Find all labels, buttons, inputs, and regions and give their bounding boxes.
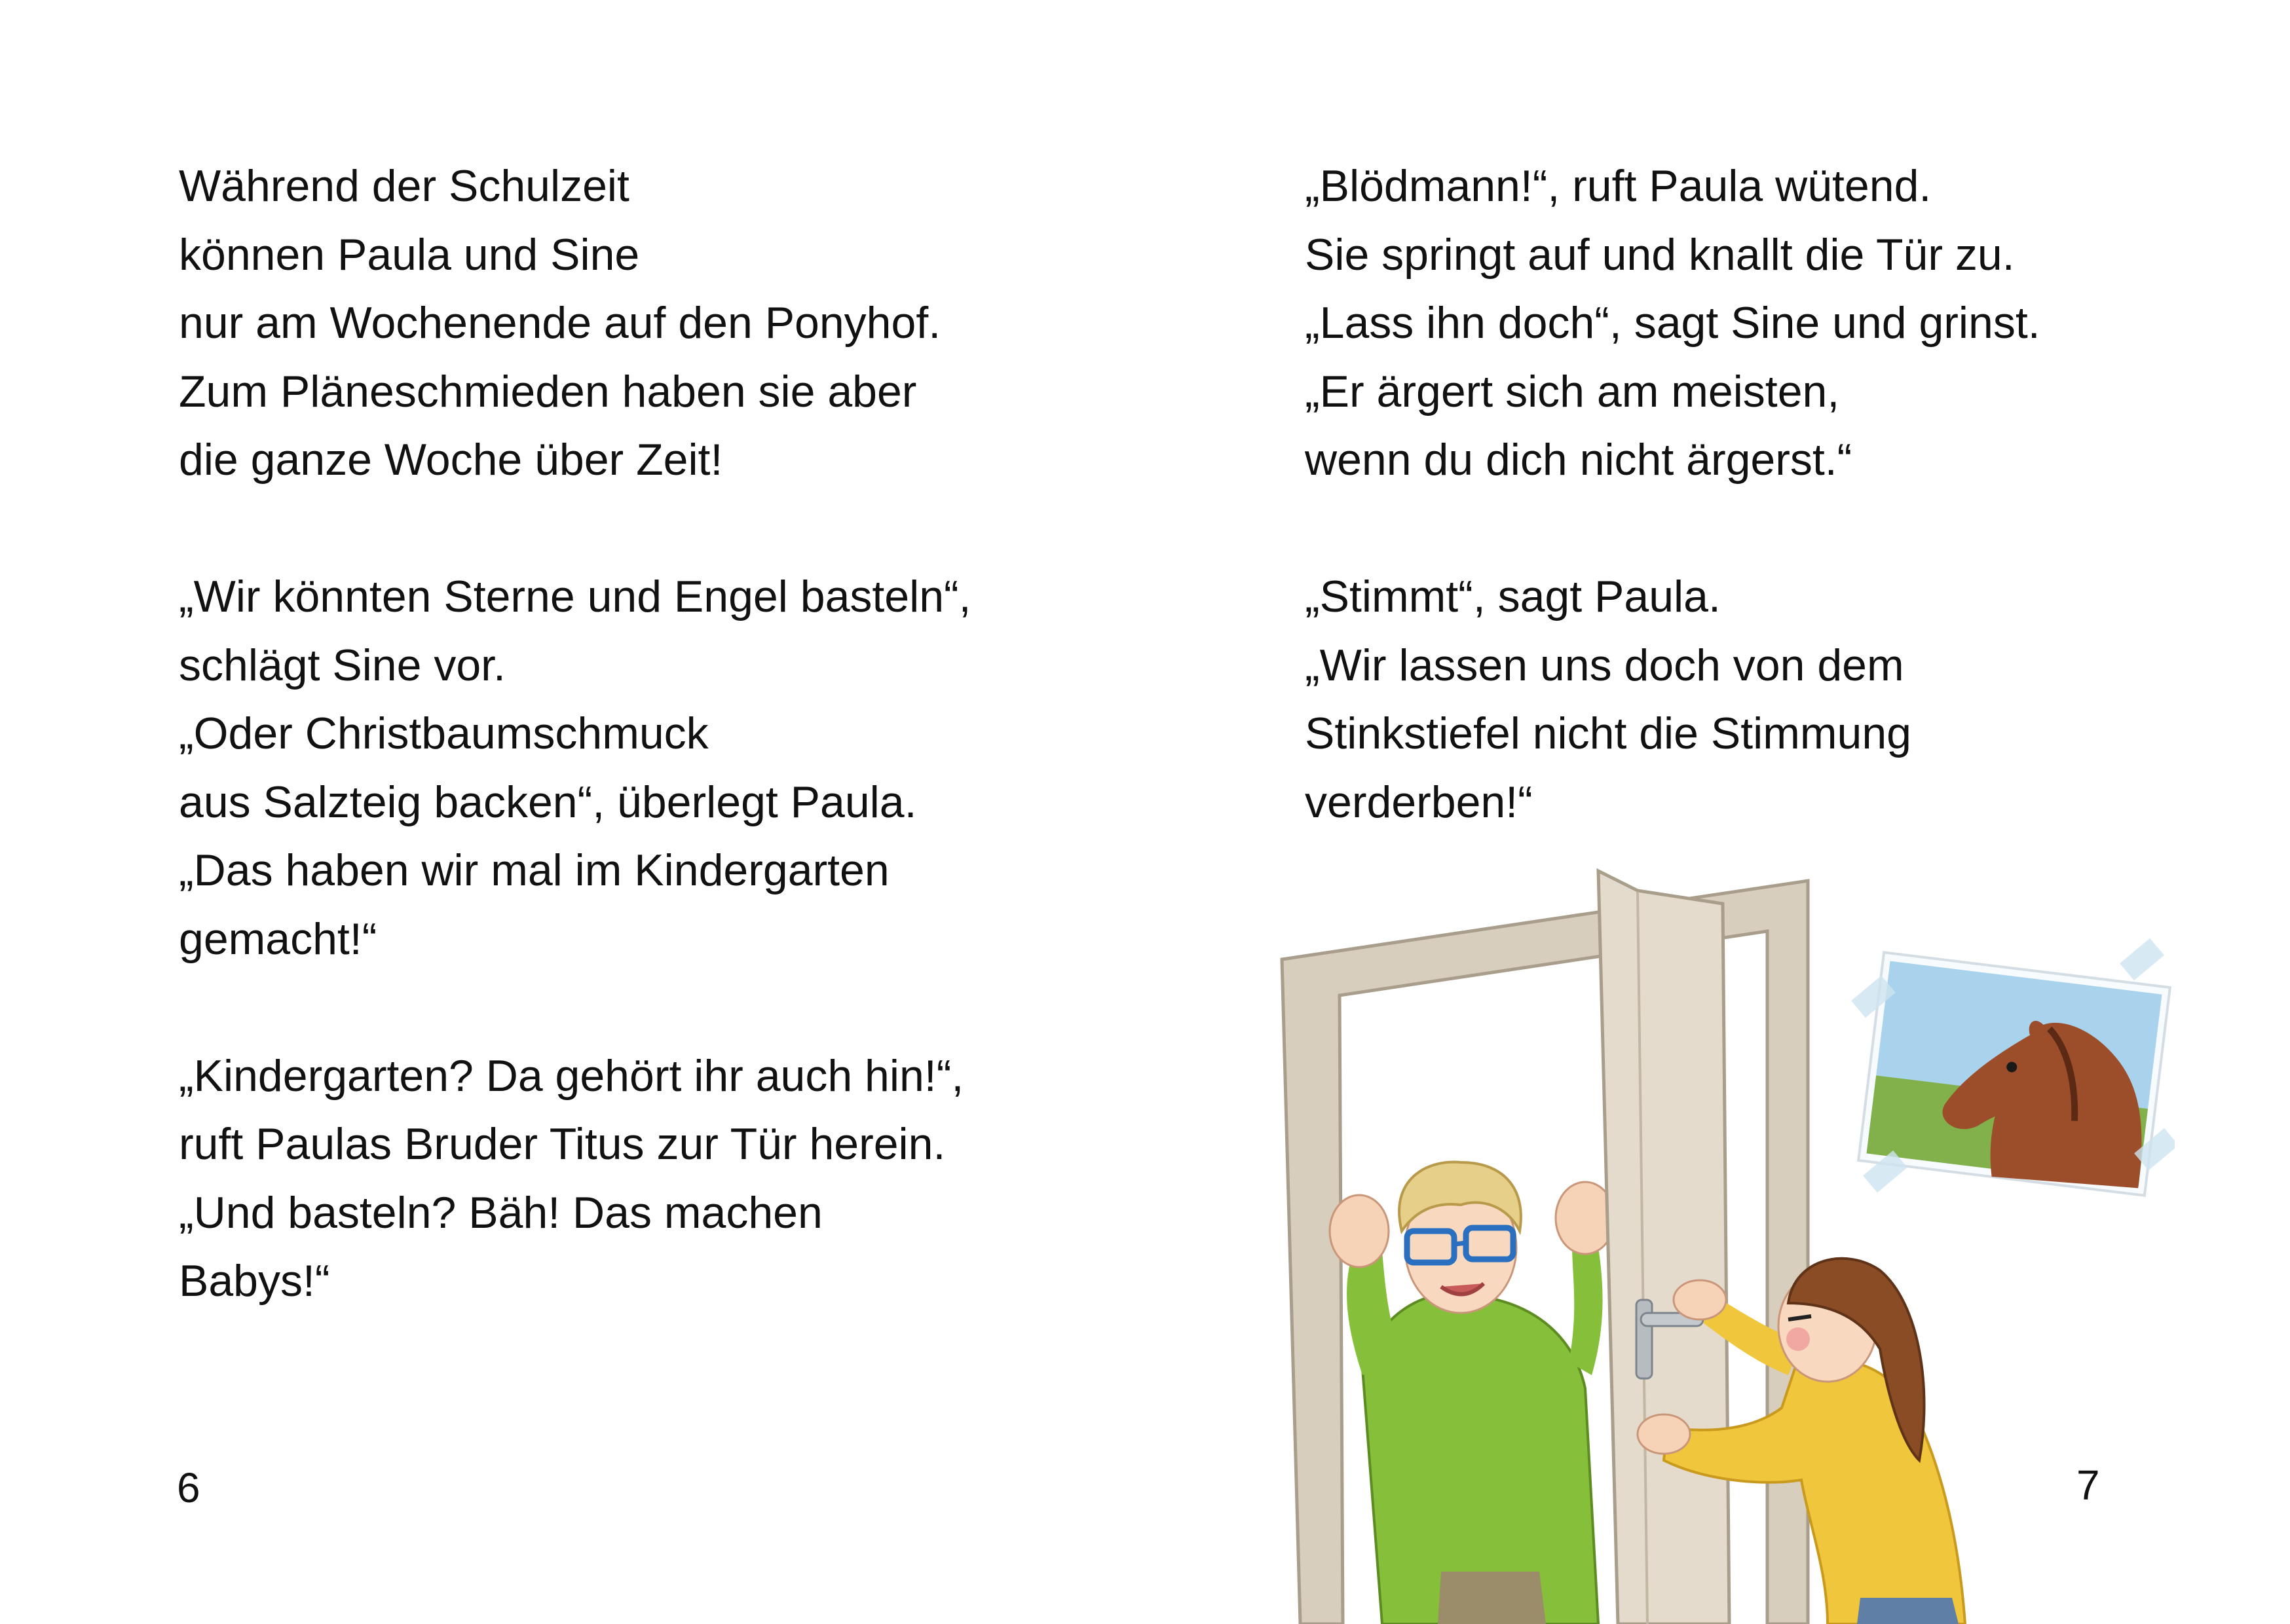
- paragraph-gap: [179, 973, 971, 1042]
- door-leaf: [1598, 871, 1729, 1624]
- text-line: Zum Pläneschmieden haben sie aber: [179, 366, 917, 416]
- door-scene-illustration: [1258, 851, 2175, 1624]
- right-page-text: [1305, 152, 2040, 836]
- boy-right-arm: [1569, 1244, 1603, 1375]
- text-line: Während der Schulzeit: [179, 161, 629, 211]
- girl-lower-hand: [1638, 1414, 1690, 1454]
- text-line: ruft Paulas Bruder Titus zur Tür herein.: [179, 1119, 946, 1169]
- tape: [2120, 938, 2164, 981]
- text-line: aus Salzteig backen“, überlegt Paula.: [179, 777, 917, 827]
- text-line: „Blödmann!“, ruft Paula wütend.: [1305, 161, 1932, 211]
- text-line: gemacht!“: [179, 913, 377, 964]
- text-line: nur am Wochenende auf den Ponyhof.: [179, 298, 941, 348]
- text-line: „Lass ihn doch“, sagt Sine und grinst.: [1305, 298, 2040, 348]
- text-line: verderben!“: [1305, 777, 1533, 827]
- text-line: „Stimmt“, sagt Paula.: [1305, 572, 1721, 621]
- text-line: „Er ärgert sich am meisten,: [1305, 366, 1840, 416]
- paragraph-gap: [1305, 494, 2040, 563]
- text-line: „Wir lassen uns doch von dem: [1305, 640, 1904, 690]
- boy-pants: [1438, 1572, 1546, 1624]
- text-line: „Kindergarten? Da gehört ihr auch hin!“,: [179, 1050, 964, 1101]
- paragraph-gap: [179, 494, 971, 563]
- text-line: „Oder Christbaumschmuck: [179, 709, 709, 758]
- text-line: Babys!“: [179, 1256, 330, 1306]
- text-line: Stinkstiefel nicht die Stimmung: [1305, 709, 1911, 758]
- horse-poster: [1851, 938, 2175, 1196]
- page-number-right: 7: [2076, 1462, 2100, 1509]
- door: [1598, 871, 1729, 1624]
- page-number-left: 6: [177, 1464, 200, 1511]
- text-line: können Paula und Sine: [179, 229, 640, 280]
- text-line: Sie springt auf und knallt die Tür zu.: [1305, 229, 2015, 280]
- left-page-text: [179, 152, 971, 1316]
- door-handle-plate: [1636, 1300, 1652, 1378]
- girl-jeans: [1857, 1598, 1959, 1624]
- text-line: schlägt Sine vor.: [179, 640, 506, 690]
- text-line: „Das haben wir mal im Kindergarten: [179, 845, 890, 895]
- boy-left-hand: [1330, 1195, 1389, 1267]
- girl-cheek: [1786, 1327, 1810, 1351]
- text-line: wenn du dich nicht ärgerst.“: [1305, 435, 1852, 485]
- text-line: „Und basteln? Bäh! Das machen: [179, 1187, 823, 1238]
- text-line: die ganze Woche über Zeit!: [179, 435, 723, 485]
- text-line: „Wir könnten Sterne und Engel basteln“,: [179, 572, 971, 621]
- girl-upper-hand: [1674, 1280, 1726, 1320]
- boy-titus: [1330, 1162, 1615, 1624]
